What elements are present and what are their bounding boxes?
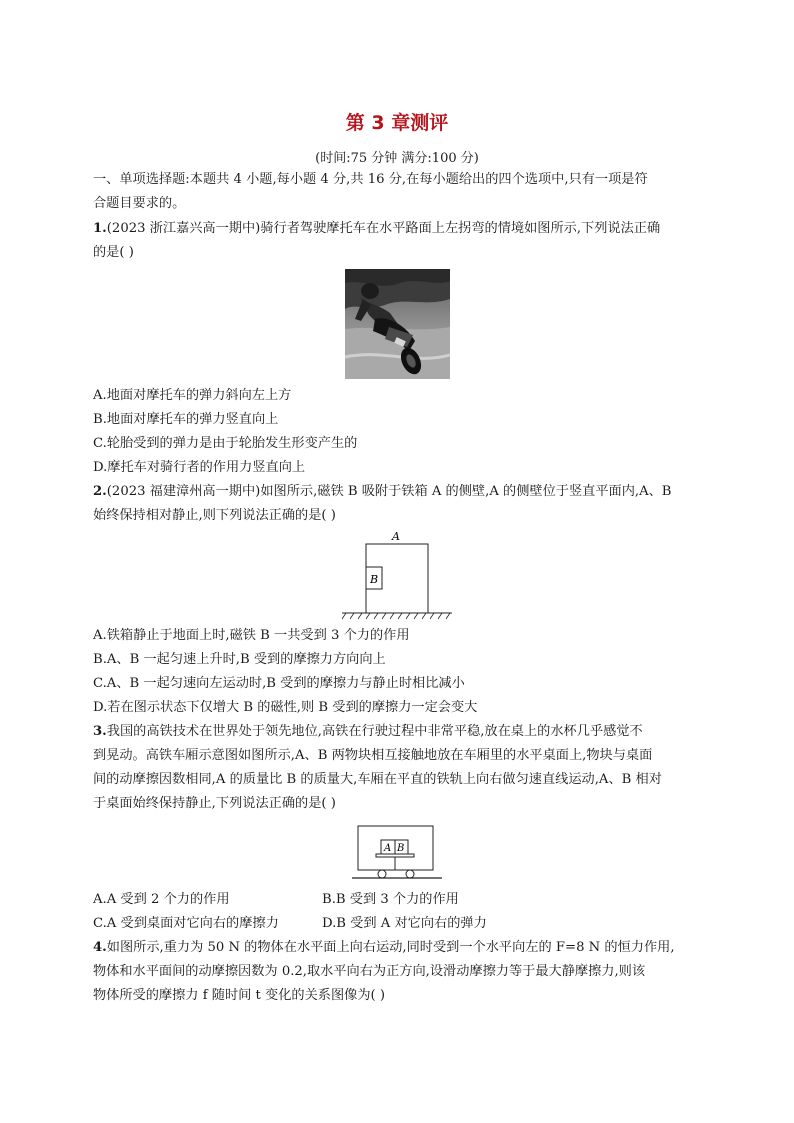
- exam-info: (时间:75 分钟 满分:100 分): [315, 151, 479, 166]
- question-2-line1: 2.(2023 福建漳州高一期中)如图所示,磁铁 B 吸附于铁箱 A 的侧壁,A 的侧壁位于竖直平面内,A、B: [93, 484, 672, 499]
- question-4-line3: 物体所受的摩擦力 f 随时间 t 变化的关系图像为( ): [93, 988, 385, 1003]
- iron-box-diagram-graphic: [340, 527, 455, 622]
- question-4-line1: 4.如图所示,重力为 50 N 的物体在水平面上向右运动,同时受到一个水平向左的 F=8 N 的恒力作用,: [93, 940, 675, 955]
- page-title: 第 3 章测评: [345, 112, 449, 134]
- question-3-line1: 3.我国的高铁技术在世界处于领先地位,高铁在行驶过程中非常平稳,放在桌上的水杯几乎感觉不: [93, 724, 643, 739]
- train-car-diagram-graphic: [350, 822, 445, 882]
- question-2-option-b: B.A、B 一起匀速上升时,B 受到的摩擦力方向向上: [93, 652, 386, 667]
- motorcycle-photo: [345, 269, 450, 379]
- question-1-line2: 的是( ): [93, 245, 134, 260]
- question-1-option-c: C.轮胎受到的弹力是由于轮胎发生形变产生的: [93, 436, 358, 451]
- question-3-option-a: A.A 受到 2 个力的作用: [93, 892, 230, 907]
- question-3-line4: 于桌面始终保持静止,下列说法正确的是( ): [93, 796, 336, 811]
- iron-box-diagram: [340, 527, 455, 622]
- box-label-a: A: [392, 530, 400, 543]
- question-2-option-c: C.A、B 一起匀速向左运动时,B 受到的摩擦力与静止时相比减小: [93, 676, 465, 691]
- question-1-option-a: A.地面对摩托车的弹力斜向左上方: [93, 388, 292, 403]
- question-2-option-a: A.铁箱静止于地面上时,磁铁 B 一共受到 3 个力的作用: [93, 628, 410, 643]
- question-1-option-d: D.摩托车对骑行者的作用力竖直向上: [93, 460, 306, 475]
- section-intro-line1: 一、单项选择题:本题共 4 小题,每小题 4 分,共 16 分,在每小题给出的四个选项中,只有一项是符: [93, 172, 648, 187]
- question-2-line2: 始终保持相对静止,则下列说法正确的是( ): [93, 508, 336, 523]
- question-1-line1: 1.(2023 浙江嘉兴高一期中)骑行者驾驶摩托车在水平路面上左拐弯的情境如图所示,下列说法正确: [93, 221, 661, 236]
- question-3-option-d: D.B 受到 A 对它向右的弹力: [322, 916, 487, 931]
- section-intro-line2: 合题目要求的。: [93, 196, 186, 211]
- train-car-diagram: [350, 822, 445, 882]
- question-1-option-b: B.地面对摩托车的弹力竖直向上: [93, 412, 279, 427]
- question-3-number: 3.: [93, 724, 107, 739]
- question-3-line3: 间的动摩擦因数相同,A 的质量比 B 的质量大,车厢在平直的铁轨上向右做匀速直线运动,A、B 相对: [93, 772, 662, 787]
- question-4-number: 4.: [93, 940, 107, 955]
- block-label-b: B: [397, 843, 405, 854]
- question-4-line2: 物体和水平面间的动摩擦因数为 0.2,取水平向右为正方向,设滑动摩擦力等于最大静摩擦力,则该: [93, 964, 646, 979]
- question-2-number: 2.: [93, 484, 107, 499]
- question-1-number: 1.: [93, 221, 107, 236]
- question-3-line2: 到晃动。高铁车厢示意图如图所示,A、B 两物块相互接触地放在车厢里的水平桌面上,物块与桌面: [93, 748, 653, 763]
- magnet-label-b: B: [370, 573, 379, 586]
- question-3-option-b: B.B 受到 3 个力的作用: [322, 892, 459, 907]
- block-label-a: A: [384, 843, 392, 854]
- question-2-option-d: D.若在图示状态下仅增大 B 的磁性,则 B 受到的摩擦力一定会变大: [93, 700, 478, 715]
- question-3-option-c: C.A 受到桌面对它向右的摩擦力: [93, 916, 279, 931]
- motorcycle-photo-graphic: [345, 269, 450, 379]
